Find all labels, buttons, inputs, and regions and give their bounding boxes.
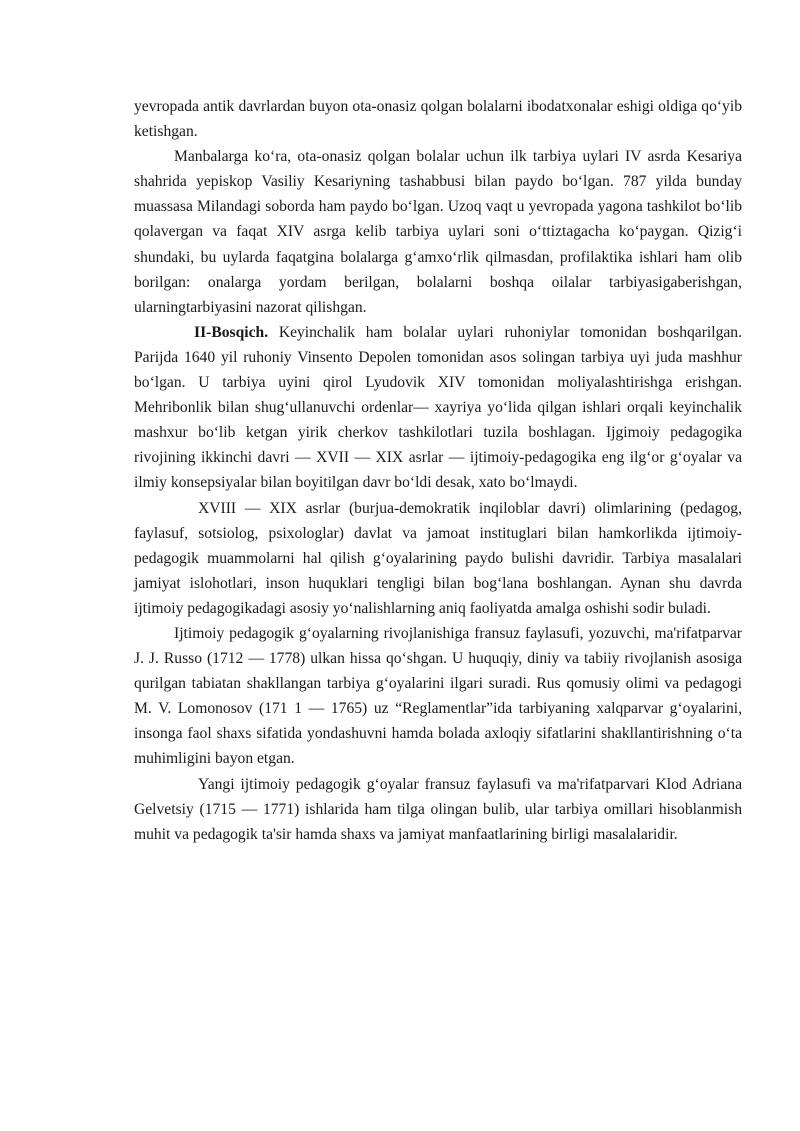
paragraph-xviii-xix: XVIII — XIX asrlar (burjua-demokratik inqiloblar davri) olimlarining (pedagog, faylasuf, sotsiolog, psixologlar) davlat va jamoat instituglari bilan hamkorlikda ijtimoiy-pedagogik muammolarni hal qilish g‘oyalarining paydo bulishi davridir. Tarbiya masalalari jamiyat islohotlari, inson huquklari tengligi bilan bog‘lana boshlangan. Aynan shu davrda ijtimoiy pedagogikadagi asosiy yo‘nalishlarning aniq faoliyatda amalga oshishi sodir buladi. <box>134 499 742 617</box>
paragraph-sources: Manbalarga ko‘ra, ota-onasiz qolgan bolalar uchun ilk tarbiya uylari IV asrda Kesariya shahrida yepiskop Vasiliy Kesariyning tashabbusi bilan paydo bo‘lgan. 787 yilda bunday muassasa Milandagi soborda ham paydo bo‘lgan. Uzoq vaqt u yevropada yagona tashkilot bo‘lib qolavergan va faqat XIV asrga kelib tarbiya uylari soni o‘ttiztagacha ko‘paygan. Qizig‘i shundaki, bu uylarda faqatgina bolalarga g‘amxo‘rlik qilmasdan, profilaktika ishlari ham olib borilgan: onalarga yordam berilgan, bolalarni boshqa oilalar tarbiyasigaberishgan, ularningtarbiyasini nazorat qilishgan. <box>134 148 742 316</box>
paragraph-russo-lomonosov: Ijtimoiy pedagogik g‘oyalarning rivojlanishiga fransuz faylasufi, yozuvchi, ma'rifatparvar J. J. Russo (1712 — 1778) ulkan hissa qo‘shgan. U huquqiy, diniy va tabiiy rivojlanish asosiga qurilgan tabiatan shakllangan tarbiya g‘oyalarini ilgari suradi. Rus qomusiy olimi va pedagogi M. V. Lomonosov (171 1 — 1765) uz “Reglamentlar”ida tarbiyaning xalqparvar g‘oyalarini, insonga faol shaxs sifatida yondashuvni hamda bolada axloqiy sifatlarini shakllantirishning o‘ta muhimligini bayon etgan. <box>134 624 742 768</box>
paragraph-stage-two <box>134 320 742 496</box>
paragraph-stage-two-text: Keyinchalik ham bolalar uylari ruhoniylar tomonidan boshqarilgan. Parijda 1640 yil ruhoniy Vinsento Depolen tomonidan asos solingan tarbiya uyi juda mashhur bo‘lgan. U tarbiya uyini qirol Lyudovik XIV tomonidan moliyalashtirishga erishgan. Mehribonlik bilan shug‘ullanuvchi ordenlar— xayriya yo‘lida qilgan ishlari orqali keyinchalik mashxur bo‘lib ketgan yirik cherkov tashkilotlari tuzila boshlagan. Ijgimoiy pedagogika rivojining ikkinchi davri — XVII — XIX asrlar — ijtimoiy-pedagogika eng ilg‘or g‘oyalar va ilmiy konsepsiyalar bilan boyitilgan davr bo‘ldi desak, xato bo‘lmaydi. <box>134 323 742 492</box>
paragraph-gelvetsiy: Yangi ijtimoiy pedagogik g‘oyalar fransuz faylasufi va ma'rifatparvari Klod Adriana Gelvetsiy (1715 — 1771) ishlarida ham tilga olingan bulib, ular tarbiya omillari hisoblanmish muhit va pedagogik ta'sir hamda shaxs va jamiyat manfaatlarining birligi masalalaridir. <box>134 775 742 843</box>
document-page <box>134 94 742 847</box>
section-heading-stage-two: II-Bosqich. <box>194 323 269 341</box>
paragraph-continuation: yevropada antik davrlardan buyon ota-onasiz qolgan bolalarni ibodatxonalar eshigi oldiga qo‘yib ketishgan. <box>134 98 742 141</box>
